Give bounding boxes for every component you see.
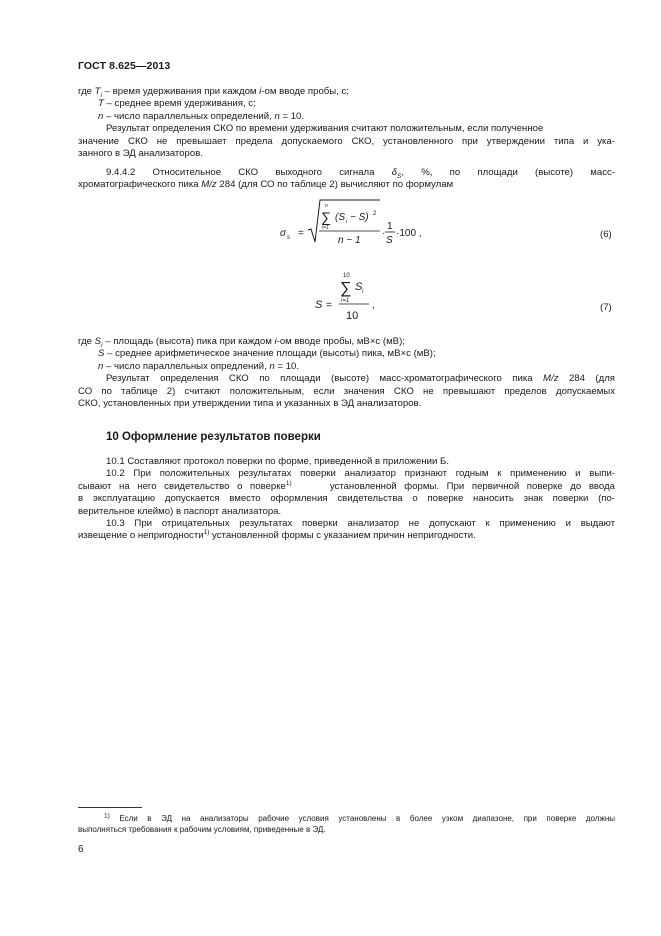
formula-6-s-bar: S	[386, 235, 393, 246]
result-paragraph-line: СО по таблице 2) считают положительным, если значения СКО не превышают пределов допускаемых	[78, 385, 615, 397]
definition-line-s-mean: S – среднее арифметическое значение площади (высоты) пика, мВ×с (мВ);	[98, 348, 436, 360]
sum-upper-limit: 10	[343, 273, 350, 279]
result-paragraph-line: Результат определения СКО по площади (высоте) масс-хроматографического пика M/z 284 (для	[106, 373, 615, 385]
equation-number-6: (6)	[600, 229, 612, 240]
sum-lower-limit: i=1	[341, 298, 350, 304]
paragraph-10-2-line: в эксплуатацию допускается вместо оформления свидетельства о поверке наносить знак поверки (по-	[78, 493, 615, 505]
footnote-line: выполняться требования к рабочим условиям, приведенные в ЭД.	[78, 825, 326, 834]
formula-7-equals: =	[326, 300, 332, 311]
sum-upper-limit: n	[325, 203, 328, 209]
sum-sign: ∑	[321, 209, 331, 225]
formula-6-square: 2	[373, 211, 377, 217]
paragraph-10-3-line: 10.3 При отрицательных результатах поверки анализатор не допускают к применению и выдают	[106, 518, 615, 530]
definition-line-n: n – число параллельных определений, n = 10.	[98, 110, 305, 122]
section-10-body	[78, 456, 615, 543]
formula-6	[280, 196, 430, 276]
formula-7-denominator: 10	[346, 310, 359, 322]
area-definitions	[78, 336, 615, 410]
page-number: 6	[78, 844, 84, 855]
formula-6-lhs-sub: s	[287, 235, 290, 241]
clause-line: хроматографического пика M/z 284 (для СО по таблице 2) вычисляют по формулам	[78, 179, 454, 191]
formula-6-numerator-s: (S	[335, 212, 345, 223]
timing-definitions	[78, 86, 615, 160]
footnote-line: $^{1)}$ Если в ЭД на анализаторы рабочие условия установлены в более узком диапазоне, при поверке должны	[104, 812, 615, 823]
formula-7-term-sub: i	[362, 289, 364, 295]
footnote-separator	[78, 807, 142, 808]
formula-6-tail: ·100 ,	[396, 228, 422, 239]
footnote-ref: 1)	[285, 479, 292, 487]
paragraph-10-1: 10.1 Составляют протокол поверки по форме, приведенной в приложении Б.	[106, 456, 450, 467]
footnote-ref: 1)	[203, 529, 210, 537]
result-paragraph-line: Результат определения СКО по времени удерживания считают положительным, если полученное	[106, 123, 544, 135]
clause-9-4-4-2	[78, 167, 615, 192]
formula-7	[315, 266, 395, 326]
definition-line-ti: где $T_i$ – время удерживания при каждом i-ом вводе пробы, с;	[78, 86, 349, 99]
formula-7-term: S	[355, 281, 363, 293]
formula-6-denominator: n − 1	[338, 235, 361, 246]
formula-6-dot: ·	[382, 228, 386, 239]
formula-6-numerator-sub: i	[346, 219, 348, 225]
formula-7-tail: ,	[372, 300, 375, 311]
section-heading: 10 Оформление результатов поверки	[106, 431, 321, 443]
footnote	[78, 813, 615, 835]
formula-6-numerator-rest: − S)	[350, 212, 369, 223]
formula-7-lhs: S	[315, 299, 323, 311]
paragraph-10-3-line: извещение о непригодности$^{1)}$ установленной формы с указанием причин непригодности.	[78, 529, 476, 542]
definition-line-t-mean: T – среднее время удерживания, с;	[98, 98, 256, 110]
paragraph-10-2-line: сывают на него свидетельство о поверке$^{1)}$ установленной формы. При первичной поверке до ввода	[78, 479, 615, 492]
paragraph-10-2-line: 10.2 При положительных результатах поверки анализатор признают годным к применению и выпи-	[106, 468, 615, 480]
result-paragraph-line: занного в ЭД анализаторов.	[78, 148, 203, 160]
definition-line-si: где $S_i$ – площадь (высота) пика при каждом i-ом вводе пробы, мВ×с (мВ);	[78, 336, 405, 349]
result-paragraph-line: СКО, установленных при утверждении типа и указанных в ЭД анализаторов.	[78, 398, 422, 410]
standard-header: ГОСТ 8.625—2013	[78, 60, 171, 72]
definition-line-n: n – число параллельных опредлений, n = 10.	[98, 360, 300, 372]
formula-6-one: 1	[387, 221, 393, 232]
paragraph-10-2-line: верительное клеймо) в паспорт анализатора.	[78, 505, 282, 517]
clause-line: 9.4.4.2 Относительное СКО выходного сигнала $\delta_S$, %, по площади (высоте) масс-	[106, 167, 615, 180]
equation-number-7: (7)	[600, 302, 612, 313]
formula-6-equals: =	[298, 228, 304, 239]
result-paragraph-line: значение СКО не превышает предела допускаемого СКО, установленного при утверждении типа и ука-	[78, 135, 615, 147]
sum-sign: ∑	[340, 280, 352, 297]
formula-6-lhs: σ	[280, 228, 287, 239]
footnote-mark: 1)	[104, 812, 110, 820]
sum-lower-limit: i=1	[322, 225, 329, 231]
